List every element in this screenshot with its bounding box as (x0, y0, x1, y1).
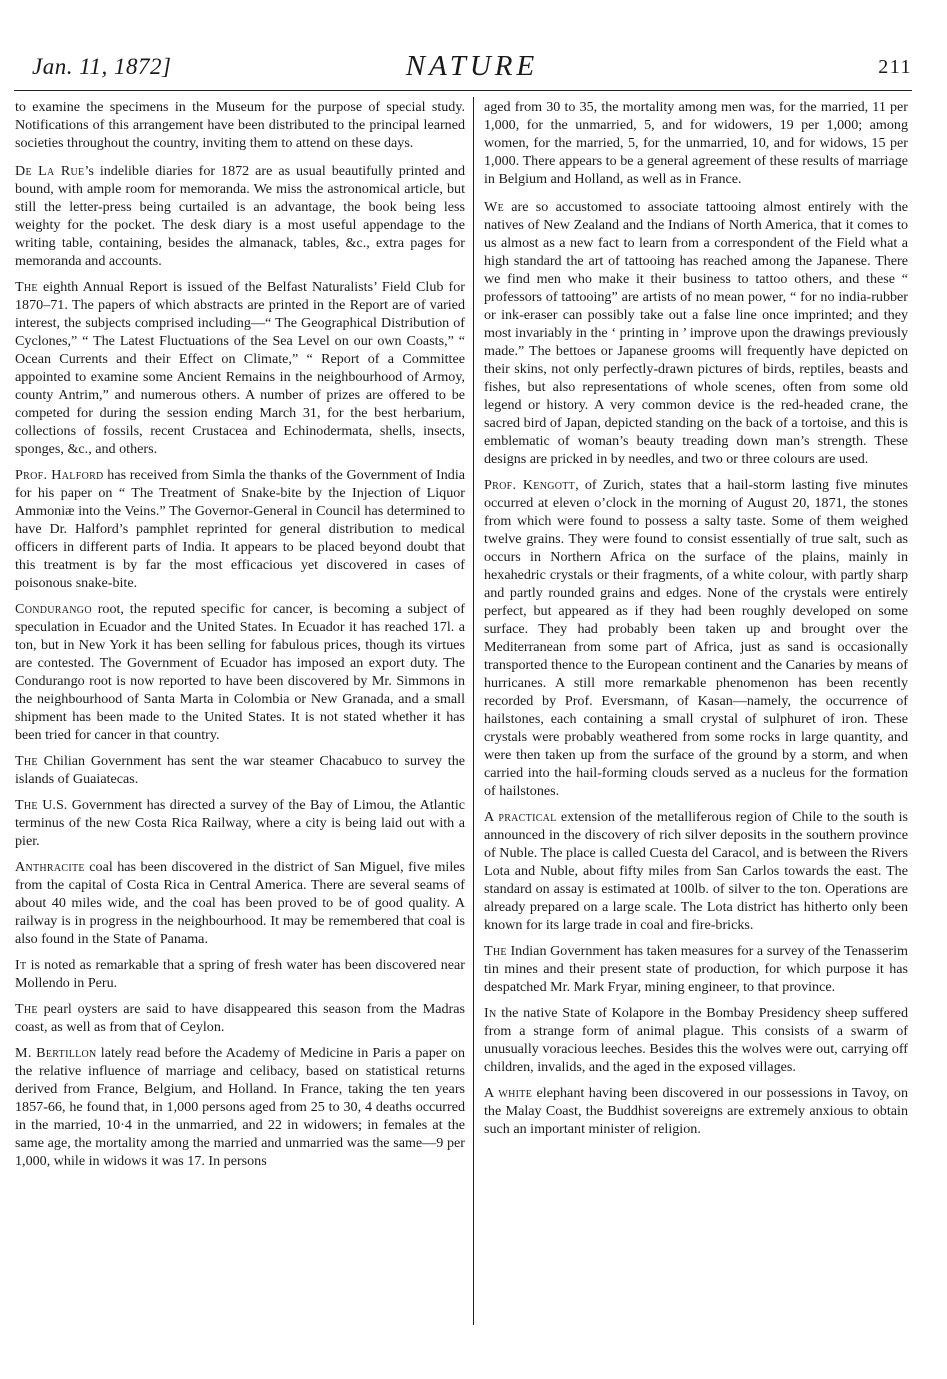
paragraph (15, 1000, 465, 1036)
paragraph-lead: The (15, 1001, 38, 1017)
paragraph (484, 1004, 908, 1076)
paragraph-text: is noted as remarkable that a spring of fresh water has been discovered near Mollendo in Peru. (15, 957, 465, 991)
paragraph (15, 98, 465, 152)
paragraph-text: eighth Annual Report is issued of the Belfast Naturalists’ Field Club for 1870–71. The papers of which abstracts are printed in the Report are of varied interest, the subjects comprised including—“ The Geographical Distribution of Cyclones,” “ The Latest Fluctuations of the Sea Level on our own Coasts,” “ Ocean Currents and their Effect on Climate,” “ Report of a Committee appointed to examine some Ancient Remains in the neighbourhood of Armoy, county Antrim,” and numerous others. A number of prizes are offered to be competed for during the session ending March 31, for the best herbarium, collections of fossils, recent Crustacea and Echinodermata, shells, insects, sponges, &c., and others. (15, 279, 465, 457)
paragraph-lead: It (15, 957, 27, 973)
paragraph-text: are so accustomed to associate tattooing almost entirely with the natives of New Zealand and the Indians of North America, that it comes to us almost as a new fact to learn from a correspondent of the Field what a high standard the art of tattooing has reached among the Japanese. There we find men who make it their business to tattoo others, and these “ professors of tattooing” are artists of no mean power, “ for no india-rubber or ink-eraser can possibly take out a false line once imprinted; and they most invariably in the ‘ printing in ’ improve upon the drawings previously made.” The bettoes or Japanese grooms will frequently have depicted on their skins, not only perfectly-drawn pictures of birds, reptiles, beasts and fishes, but also representations of whole scenes, often from some old legend or history. A very common device is the red-headed crane, the sacred bird of Japan, depicted standing on the back of a tortoise, and this is emblematic of woman’s beauty treading down man’s strength. These designs are pricked in by needles, and two or three colours are used. (484, 199, 908, 467)
paragraph-lead: A white (484, 1085, 533, 1101)
paragraph-text: root, the reputed specific for cancer, is becoming a subject of speculation in Ecuador and the United States. In Ecuador it has reached 17l. a ton, but in New York it has been selling for fabulous prices, though its virtues are contested. The Government of Ecuador has imposed an export duty. The Condurango root is now reported to have been discovered by Mr. Simmons in the neighbourhood of Santa Marta in Colombia or New Granada, and a small shipment has been made to the United States. It is not stated whether it has been tried for cancer in that country. (15, 601, 465, 743)
paragraph (15, 600, 465, 744)
paragraph-text: U.S. Government has directed a survey of the Bay of Limou, the Atlantic terminus of the new Costa Rica Railway, where a city is being laid out with a pier. (15, 797, 465, 849)
paragraph-lead: The (15, 797, 38, 813)
paragraph (484, 198, 908, 468)
paragraph-text: aged from 30 to 35, the mortality among men was, for the married, 11 per 1,000, for the unmarried, 5, and for widowers, 19 per 1,000; among women, for the married, 5, for the unmarried, 10, and for widows, 15 per 1,000. There appears to be a general agreement of these results of marriage in Belgium and Holland, as well as in France. (484, 99, 908, 187)
left-column (15, 98, 465, 1178)
page-number: 211 (878, 56, 912, 78)
paragraph-text: extension of the metalliferous region of Chile to the south is announced in the discovery of rich silver deposits in the southern province of Nuble. The place is called Cuesta del Caracol, and is between the Rivers Lota and Nuble, about fifty miles from San Carlos towards the east. The standard on assay is estimated at 100lb. of silver to the ton. Operations are already prepared on a large scale. The Lota district has hitherto only been known for its large trade in coal and fire-bricks. (484, 809, 908, 933)
paragraph (15, 1044, 465, 1170)
paragraph-lead: A practical (484, 809, 557, 825)
paragraph (15, 956, 465, 992)
journal-title: NATURE (405, 50, 539, 82)
issue-date: Jan. 11, 1872] (32, 54, 172, 79)
paragraph (484, 476, 908, 800)
paragraph (15, 858, 465, 948)
paragraph-text: elephant having been discovered in our possessions in Tavoy, on the Malay Coast, the Buddhist sovereigns are extremely anxious to obtain such an important minister of religion. (484, 1085, 908, 1137)
paragraph-text: Indian Government has taken measures for a survey of the Tenasserim tin mines and their present state of production, for which purpose it has despatched Mr. Mark Fryar, mining engineer, to that province. (484, 943, 908, 995)
paragraph-text: has received from Simla the thanks of the Government of India for his paper on “ The Treatment of Snake-bite by the Injection of Liquor Ammoniæ into the Veins.” The Governor-General in Council has determined to have Dr. Halford’s pamphlet reprinted for general distribution to medical officers in different parts of India. It appears to be placed beyond doubt that this treatment is by far the most efficacious yet discovered in cases of poisonous snake-bite. (15, 467, 465, 591)
paragraph-text: to examine the specimens in the Museum for the purpose of special study. Notifications of this arrangement have been distributed to the principal learned societies throughout the country, inviting them to attend on these days. (15, 99, 465, 151)
paragraph-lead: Condurango (15, 601, 92, 617)
paragraph (15, 278, 465, 458)
paragraph-lead: In (484, 1005, 497, 1021)
column-divider (473, 97, 474, 1325)
paragraph-lead: Prof. Kengott (484, 477, 576, 493)
paragraph-lead: Prof. Halford (15, 467, 104, 483)
header-rule (14, 90, 912, 91)
paragraph-text: lately read before the Academy of Medicine in Paris a paper on the relative influence of marriage and celibacy, based on statistical returns derived from France, Belgium, and Holland. In France, taking the ten years 1857-66, he found that, in 1,000 persons aged from 25 to 30, 4 deaths occurred in the married, 10·4 in the unmarried, and 22 in widowers; in females at the same age, the mortality among the married and unmarried was the same—9 per 1,000, while in widows it was 17. In persons (15, 1045, 466, 1169)
paragraph-lead: The (484, 943, 507, 959)
paragraph-text: pearl oysters are said to have disappeared this season from the Madras coast, as well as from that of Ceylon. (15, 1001, 465, 1035)
paragraph (15, 796, 465, 850)
paragraph-text: the native State of Kolapore in the Bombay Presidency sheep suffered from a strange form of animal plague. This consists of a swarm of unusually voracious leeches. Besides this the wolves were out, carrying off children, invalids, and the aged in the exposed villages. (484, 1005, 908, 1075)
paragraph-lead: The (15, 753, 38, 769)
paragraph-lead: M. Bertillon (15, 1045, 97, 1061)
paragraph (484, 942, 908, 996)
paragraph (15, 466, 465, 592)
paragraph-text: Chilian Government has sent the war steamer Chacabuco to survey the islands of Guaiatecas. (15, 753, 465, 787)
paragraph (484, 1084, 908, 1138)
running-header (32, 50, 912, 88)
paragraph-text: coal has been discovered in the district of San Miguel, five miles from the capital of Costa Rica in Central America. There are several seams of about 40 miles wide, and the coal has been proved to be of good quality. A railway is in progress in the neighbourhood. It may be remembered that coal is also found in the State of Panama. (15, 859, 465, 947)
paragraph (15, 162, 465, 270)
right-column (484, 98, 908, 1146)
paragraph-lead: De La Rue (15, 163, 85, 179)
paragraph (15, 752, 465, 788)
paragraph (484, 808, 908, 934)
paragraph-lead: Anthracite (15, 859, 85, 875)
paragraph-text: , of Zurich, states that a hail-storm lasting five minutes occurred at eleven o’clock in the morning of August 20, 1871, the stones from which were found to possess a salty taste. Some of them weighed twelve grains. They were found to consist essentially of true salt, such as occurs in Northern Africa on the surface of the plains, mainly in hexahedric crystals or their fragments, of a white colour, with partly sharp and partly rounded grains and edges. None of the crystals were entirely perfect, but appeared as if they had been roughly developed on some surface. They had probably been taken up and brought over the Mediterranean from some part of Africa, just as sand is occasionally transported thence to the European continent and the Canaries by means of hurricanes. A still more remarkable phenomenon has been recently recorded by Prof. Eversmann, of Kasan—namely, the occurrence of hailstones, each containing a small crystal of sulphuret of iron. These crystals were probably weathered from some rocks in large quantity, and were then taken up from the surface of the ground by a storm, and when carried into the hail-forming clouds served as a nucleus for the formation of hailstones. (484, 477, 908, 799)
paragraph-lead: We (484, 199, 505, 215)
paragraph (484, 98, 908, 188)
paragraph-text: ’s indelible diaries for 1872 are as usual beautifully printed and bound, with ample room for memoranda. We miss the astronomical article, but still the letter-press being curtailed is an advantage, the book being less weighty for the pocket. The desk diary is a most useful appendage to the writing table, containing, besides the almanack, tables, &c., extra pages for memoranda and accounts. (15, 163, 465, 269)
paragraph-lead: The (15, 279, 38, 295)
